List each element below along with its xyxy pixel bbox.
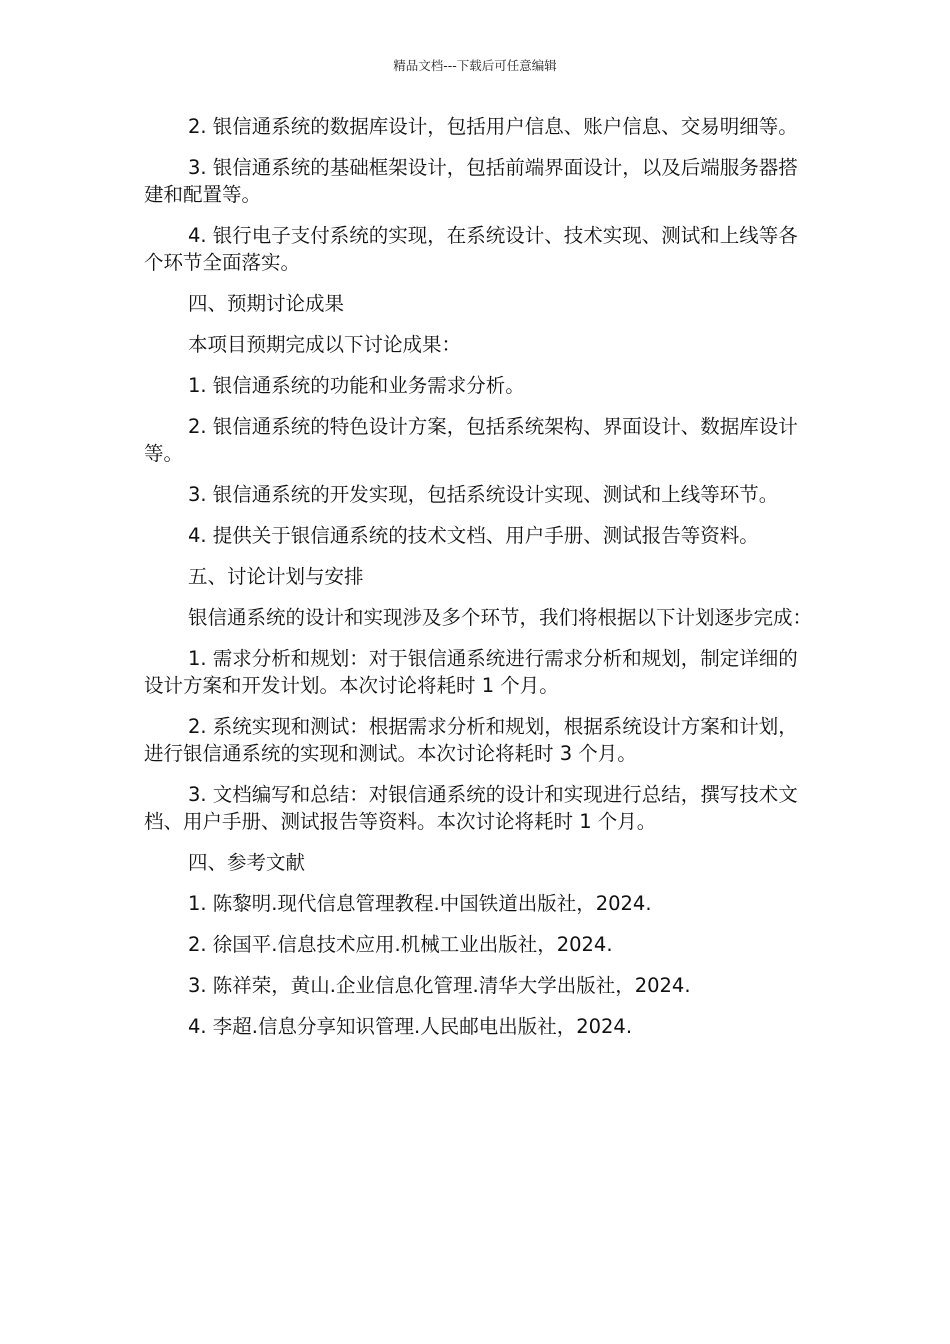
section-heading-expected-results: 四、预期讨论成果 — [188, 292, 345, 315]
reference-item-4: 4. 李超.信息分享知识管理.人民邮电出版社，2024. — [188, 1015, 633, 1038]
list-item-result-4: 4. 提供关于银信通系统的技术文档、用户手册、测试报告等资料。 — [188, 524, 759, 547]
paragraph-database-design: 2. 银信通系统的数据库设计，包括用户信息、账户信息、交易明细等。 — [188, 115, 798, 138]
document-body — [144, 113, 814, 1040]
paragraph-plan-intro: 银信通系统的设计和实现涉及多个环节，我们将根据以下计划逐步完成： — [188, 606, 813, 629]
paragraph-payment-implementation: 4. 银行电子支付系统的实现，在系统设计、技术实现、测试和上线等各个环节全面落实。 — [144, 224, 798, 274]
list-item-plan-1: 1. 需求分析和规划：对于银信通系统进行需求分析和规划，制定详细的设计方案和开发计划。本次讨论将耗时 1 个月。 — [144, 647, 798, 697]
reference-item-1: 1. 陈黎明.现代信息管理教程.中国铁道出版社，2024. — [188, 892, 652, 915]
section-heading-references: 四、参考文献 — [188, 851, 306, 874]
list-item-result-3: 3. 银信通系统的开发实现，包括系统设计实现、测试和上线等环节。 — [188, 483, 779, 506]
list-item-result-2: 2. 银信通系统的特色设计方案，包括系统架构、界面设计、数据库设计等。 — [144, 415, 798, 465]
list-item-result-1: 1. 银信通系统的功能和业务需求分析。 — [188, 374, 525, 397]
page-header: 精品文档---下载后可任意编辑 — [393, 58, 557, 73]
paragraph-framework-design: 3. 银信通系统的基础框架设计，包括前端界面设计，以及后端服务器搭建和配置等。 — [144, 156, 798, 206]
list-item-plan-3: 3. 文档编写和总结：对银信通系统的设计和实现进行总结，撰写技术文档、用户手册、测试报告等资料。本次讨论将耗时 1 个月。 — [144, 783, 798, 833]
reference-item-2: 2. 徐国平.信息技术应用.机械工业出版社，2024. — [188, 933, 613, 956]
section-heading-plan: 五、讨论计划与安排 — [188, 565, 364, 588]
reference-item-3: 3. 陈祥荣，黄山.企业信息化管理.清华大学出版社，2024. — [188, 974, 691, 997]
paragraph-results-intro: 本项目预期完成以下讨论成果： — [188, 333, 462, 356]
list-item-plan-2: 2. 系统实现和测试：根据需求分析和规划，根据系统设计方案和计划，进行银信通系统的实现和测试。本次讨论将耗时 3 个月。 — [144, 715, 798, 765]
